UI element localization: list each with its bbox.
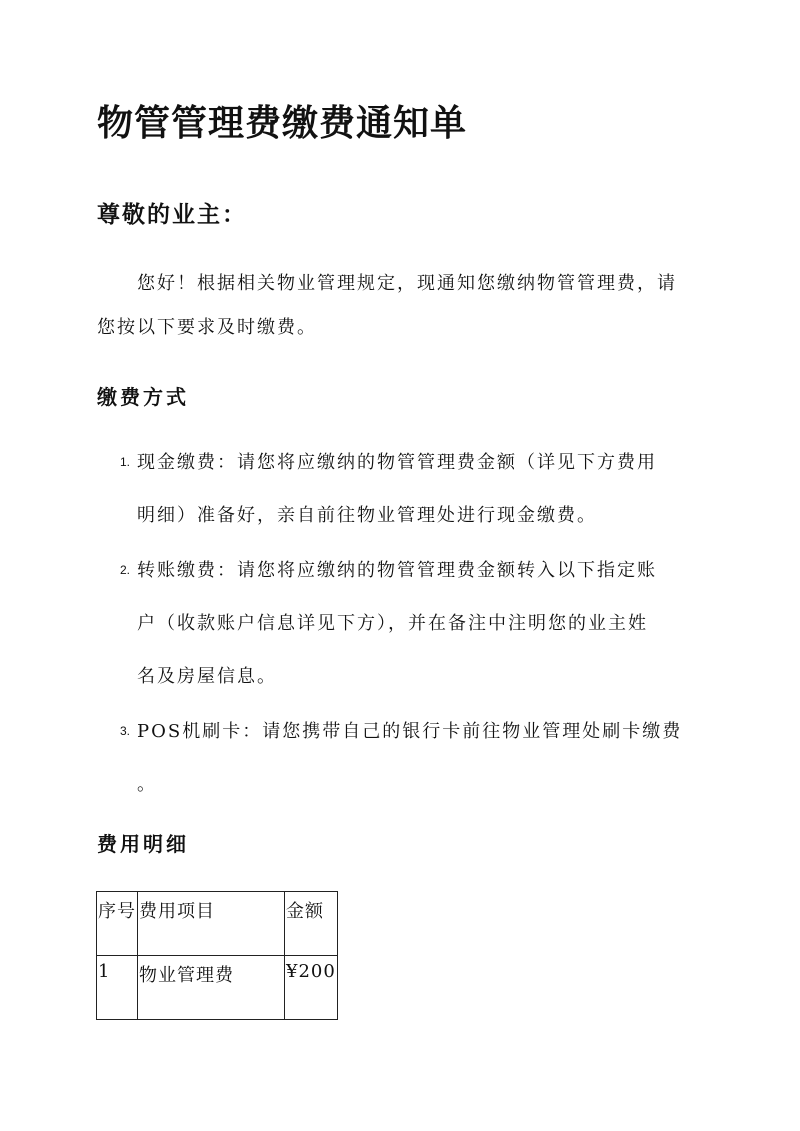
list-number: 1. (120, 455, 131, 469)
payment-method-cash (120, 436, 700, 542)
cell-amount: ¥200 (285, 956, 338, 1020)
column-header-item: 费用项目 (138, 892, 285, 956)
cell-item: 物业管理费 (138, 956, 285, 1020)
page-title: 物管管理费缴费通知单 (97, 102, 468, 144)
list-line: 现金缴费：请您将应缴纳的物管管理费金额（详见下方费用 (137, 452, 657, 473)
details-heading: 费用明细 (97, 832, 189, 856)
list-line: 名及房屋信息。 (137, 666, 277, 687)
intro-line: 您按以下要求及时缴费。 (97, 317, 317, 338)
list-line: 户（收款账户信息详见下方），并在备注中注明您的业主姓 (137, 613, 648, 634)
list-number: 3. (120, 724, 131, 738)
payment-method-transfer (120, 544, 700, 703)
payment-method-pos (120, 705, 700, 811)
column-header-amount: 金额 (285, 892, 338, 956)
table-header-row (97, 892, 338, 956)
intro-paragraph (97, 262, 707, 350)
list-number: 2. (120, 563, 131, 577)
intro-line: 您好！根据相关物业管理规定，现通知您缴纳物管管理费，请 (137, 273, 677, 294)
table-row (97, 956, 338, 1020)
cell-index: 1 (97, 956, 138, 1020)
payment-heading: 缴费方式 (97, 385, 189, 409)
column-header-index: 序号 (97, 892, 138, 956)
fee-table (96, 891, 338, 1020)
greeting: 尊敬的业主： (97, 201, 247, 228)
list-line: 。 (137, 774, 157, 795)
list-line: POS机刷卡：请您携带自己的银行卡前往物业管理处刷卡缴费 (137, 721, 683, 742)
list-line: 明细）准备好，亲自前往物业管理处进行现金缴费。 (137, 505, 597, 526)
list-line: 转账缴费：请您将应缴纳的物管管理费金额转入以下指定账 (137, 560, 657, 581)
